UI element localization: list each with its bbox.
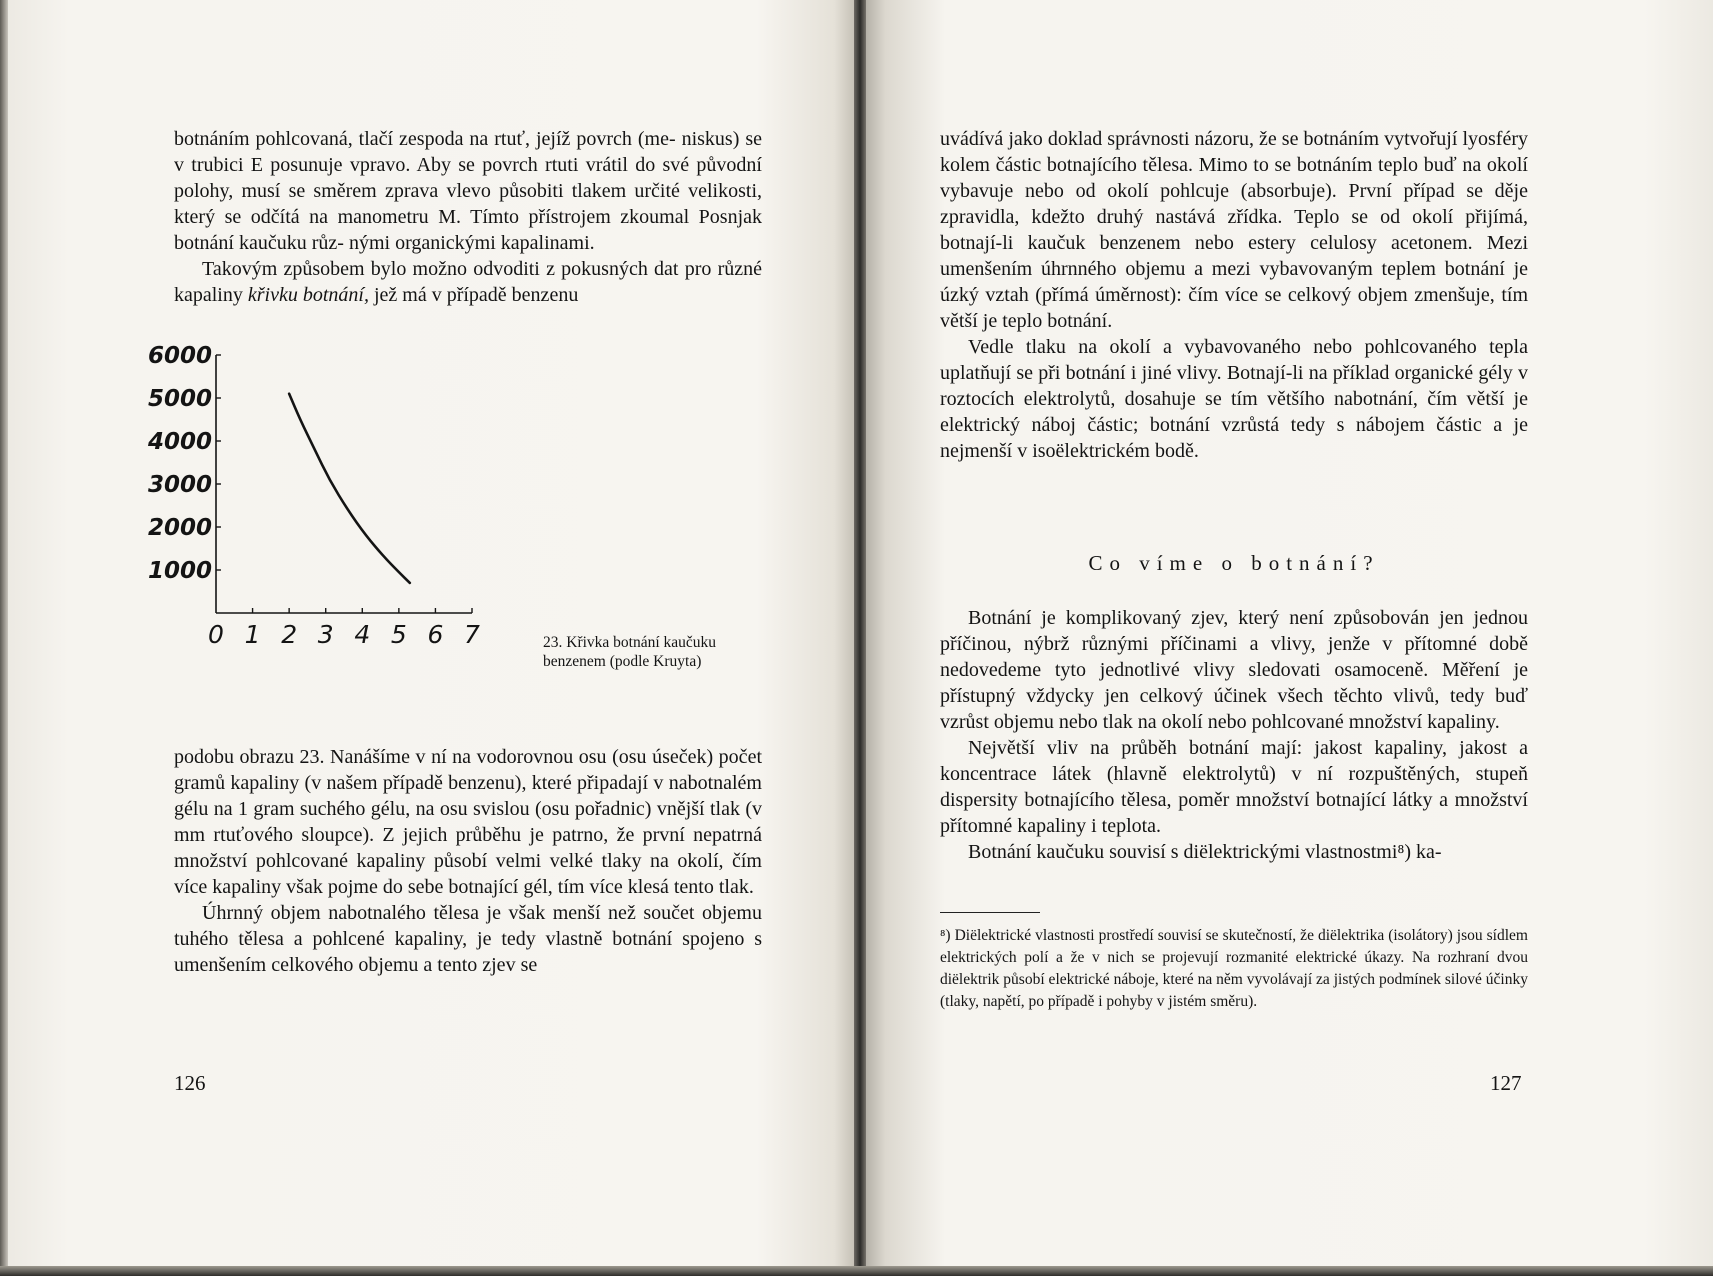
y-tick-label: 5000	[147, 386, 212, 412]
right-para-2: Vedle tlaku na okolí a vybavovaného nebo pohlcovaného tepla uplatňují se při botnání i jiné vlivy. Botnají-li na příklad organické gély v roztocích elektrolytů, dosahuje se tím většího nabotnání, čím větší je elektrický náboj částic; botnání vzrůstá tedy s nábojem částic a je nejmenší v isoëlektrickém bodě.	[940, 336, 1528, 462]
left-para-3: podobu obrazu 23. Nanášíme v ní na vodorovnou osu (osu úseček) počet gramů kapaliny (v našem případě benzenu), které připadají v nabotnalém gélu na 1 gram suchého gélu, na osu svislou (osu pořadnic) vnější tlak (v mm rtuťového sloupce). Z jejich průběhu je patrno, že první nepatrná množství pohlcované kapaliny působí velmi velké tlaky na okolí, čím více kapaliny však pojme do sebe botnající gél, tím více klesá tento tlak.	[174, 746, 762, 898]
x-tick-label: 5	[390, 620, 407, 649]
left-top-text	[174, 126, 762, 308]
x-tick-label: 4	[354, 620, 371, 649]
footnote: ⁸) Diëlektrické vlastnosti prostředí souvisí se skutečností, že diëlektrika (isolátory) jsou sídlem elektrických polí a že v nich se projevují rozmanité elektrické úkazy. Na rozhraní dvou diëlektrik působí elektrické náboje, které na něm vyvolávají za jistých podmínek silové účinky (tlaky, napětí, po případě i pohyby v jistém směru).	[940, 927, 1528, 1010]
left-para-1-line: botnáním pohlcovaná, tlačí zespoda na rtuť, jejíž povrch (me-	[174, 128, 676, 150]
figure-caption	[543, 633, 773, 671]
left-para-2-start: Takovým způsobem bylo možno odvoditi z pokusných dat pro různé kapaliny	[174, 258, 762, 306]
caption-line-2: benzenem (podle Kruyta)	[543, 653, 702, 670]
x-tick-label: 3	[317, 620, 334, 649]
left-para-4: Úhrnný objem nabotnalého tělesa je však menší než součet objemu tuhého tělesa a pohlcené kapaliny, je tedy vlastně botnání spojeno s umenšením celkového objemu a tento zjev se	[174, 902, 762, 976]
x-tick-label: 7	[464, 620, 480, 649]
swelling-curve-svg	[147, 343, 540, 715]
left-para-2	[174, 256, 762, 308]
right-para-5: Botnání kaučuku souvisí s diëlektrickými vlastnostmi⁸) ka-	[968, 841, 1442, 863]
left-para-2-emphasis: křivku botnání,	[247, 284, 369, 306]
swelling-curve-line	[289, 394, 410, 583]
right-page-number: 127	[1490, 1071, 1522, 1095]
left-para-1-line: působiti tlakem určité velikosti, který se odčítá na manometru	[174, 180, 762, 228]
y-tick-label: 2000	[147, 515, 212, 541]
right-para-1: uvádívá jako doklad správnosti názoru, že se botnáním vytvořují lyosféry kolem částic botnajícího tělesa. Mimo to se botnáním teplo buď na okolí vybavuje nebo od okolí pohlcuje (absorbuje). První případ se děje zpravidla, kdežto druhý nastává zřídka. Teplo se od okolí přijímá, botnají-li kaučuk benzenem nebo estery celulosy acetonem. Mezi umenšením úhrnného objemu a mezi vybavovaným teplem botnání je úzký vztah (přímá úměrnost): čím více se celkový objem zmenšuje, tím větší je teplo botnání.	[940, 128, 1528, 332]
y-tick-label: 3000	[147, 472, 212, 498]
left-para-1-line: niskus) se v trubici E posunuje vpravo. Aby se povrch rtuti	[174, 128, 762, 176]
x-tick-label: 2	[281, 620, 298, 649]
y-tick-label: 1000	[147, 558, 212, 584]
right-para-4: Největší vliv na průběh botnání mají: jakost kapaliny, jakost a koncentrace látek (hlavně elektrolytů) v ní rozpuštěných, stupeň dispersity botnajícího tělesa, poměr množství botnající látky a množství přítomné kapaliny i teplota.	[940, 737, 1528, 837]
x-tick-label: 1	[244, 620, 261, 649]
left-bottom-text	[174, 744, 762, 978]
book-gutter	[854, 0, 866, 1276]
left-para-1-line: M. Tímto přístrojem zkoumal Posnjak botnání kaučuku růz-	[174, 206, 763, 254]
left-para-1-line: vrátil do své původní polohy, musí se směrem zprava vlevo	[174, 154, 762, 202]
section-heading: Co víme o botnání?	[1088, 551, 1380, 575]
figure-23-chart	[147, 343, 540, 715]
x-tick-label: 6	[427, 620, 444, 649]
left-para-1-line: nými organickými kapalinami.	[348, 232, 595, 254]
footnote-divider	[940, 912, 1040, 913]
x-tick-label: 0	[208, 620, 224, 649]
right-para-3: Botnání je komplikovaný zjev, který není způsobován jen jednou příčinou, nýbrž různými příčinami a vlivy, jenže v přítomné době nedovedeme tyto jednotlivé vlivy sledovati osamoceně. Měření je přístupný vždycky jen celkový účinek všech těchto vlivů, tedy buď vzrůst objemu nebo tlak na okolí nebo pohlcované množství kapaliny.	[940, 607, 1528, 733]
left-para-2-end: jež má v případě benzenu	[368, 284, 579, 306]
bottom-page-edge	[0, 1266, 1713, 1276]
y-tick-label: 6000	[147, 343, 212, 369]
right-bottom-text	[940, 605, 1528, 865]
left-para-1	[174, 126, 762, 256]
right-top-text	[940, 126, 1528, 464]
caption-line-1: 23. Křivka botnání kaučuku	[543, 634, 717, 651]
left-page-number: 126	[174, 1071, 206, 1095]
y-tick-label: 4000	[147, 429, 212, 455]
left-page-edge	[0, 0, 8, 1276]
